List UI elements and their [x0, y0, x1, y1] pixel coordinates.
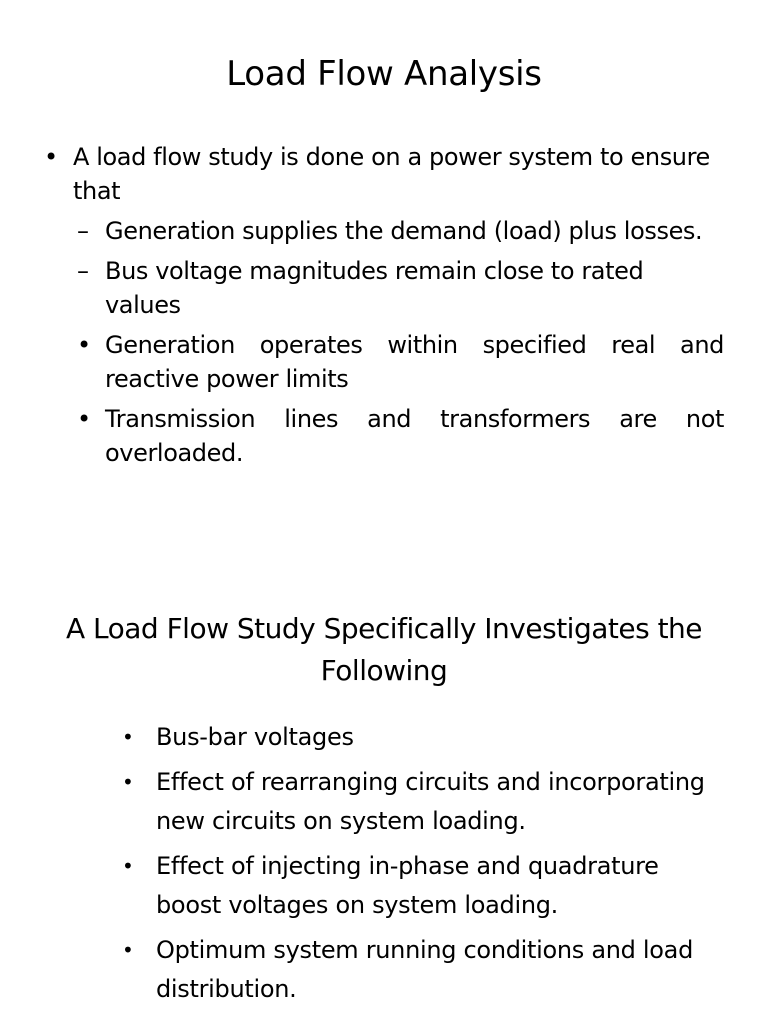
- list-item-text: Effect of rearranging circuits and incorporating new circuits on system loading.: [156, 768, 705, 835]
- sub-item-text: Transmission lines and transformers are not overloaded.: [105, 405, 724, 467]
- list-item-bus-bar: [118, 718, 728, 757]
- bullet-icon: •: [44, 143, 58, 171]
- bullet-list: [44, 140, 724, 476]
- sub-item-transmission-lines: [73, 402, 724, 470]
- dash-icon: –: [77, 257, 89, 285]
- list-item-rearranging-circuits: [118, 763, 728, 841]
- bullet-icon: •: [122, 938, 134, 962]
- slide-title: A Load Flow Study Specifically Investigates the Following: [65, 612, 703, 687]
- dash-icon: –: [77, 217, 89, 245]
- intro-text: A load flow study is done on a power system to ensure that: [73, 143, 710, 205]
- bullet-icon: •: [77, 331, 91, 359]
- list-item-text: Effect of injecting in-phase and quadrature boost voltages on system loading.: [156, 852, 659, 919]
- sub-item-text: Bus voltage magnitudes remain close to rated values: [105, 257, 644, 319]
- bullet-icon: •: [77, 405, 91, 433]
- sub-item-text: Generation operates within specified real and reactive power limits: [105, 331, 724, 393]
- list-item-text: Optimum system running conditions and load distribution.: [156, 936, 694, 1003]
- list-item-text: Bus-bar voltages: [156, 723, 354, 751]
- bullet-icon: •: [122, 725, 134, 749]
- list-item-boost-voltages: [118, 847, 728, 925]
- sub-item-generation-limits: [73, 328, 724, 396]
- list-item-intro: [44, 140, 724, 470]
- list-item-optimum-conditions: [118, 931, 728, 1009]
- sub-item-bus-voltage: [73, 254, 724, 322]
- sub-item-text: Generation supplies the demand (load) plus losses.: [105, 217, 703, 245]
- slide-title: Load Flow Analysis: [226, 54, 542, 94]
- bullet-list: [118, 718, 728, 1015]
- sub-item-generation-supplies: [73, 214, 724, 248]
- sub-list: [73, 214, 724, 470]
- bullet-icon: •: [122, 770, 134, 794]
- slide-load-flow-study: [0, 560, 768, 1024]
- bullet-icon: •: [122, 854, 134, 878]
